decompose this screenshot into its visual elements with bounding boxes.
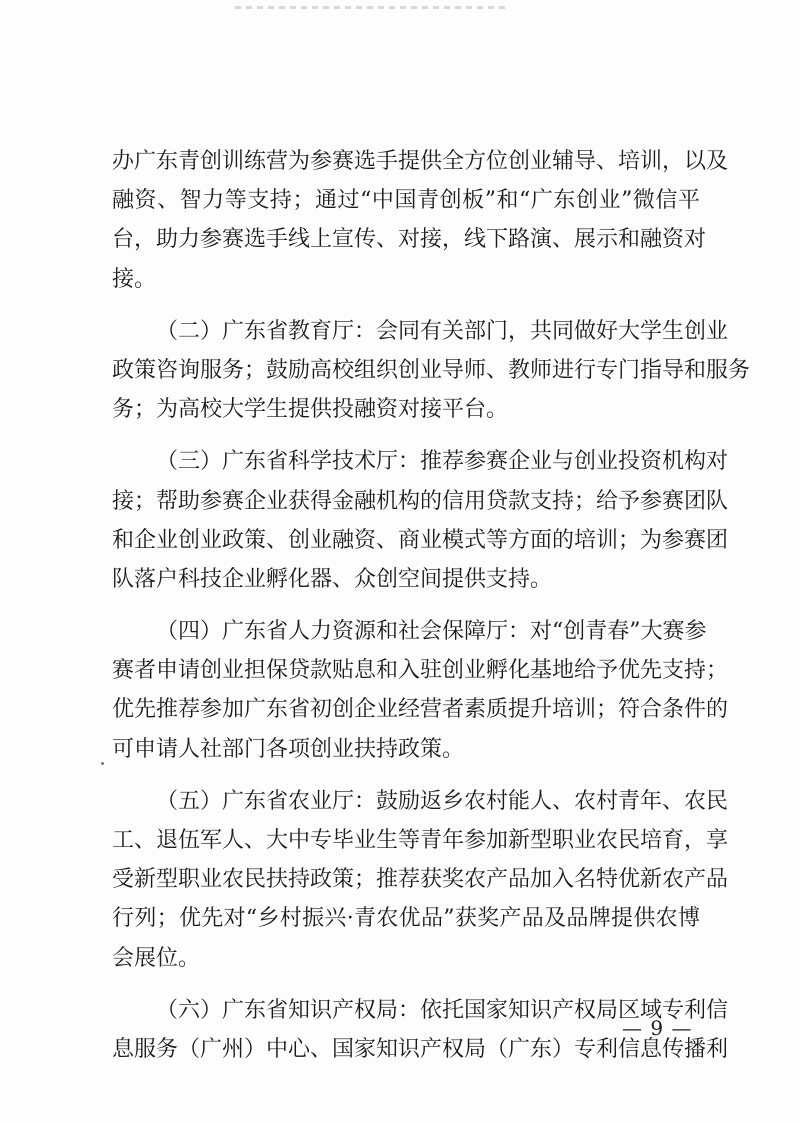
paragraph-agriculture — [112, 782, 729, 978]
document-body — [112, 142, 751, 1082]
text-line: 融资、智力等支持；通过“中国青创板”和“广东创业”微信平 — [112, 188, 700, 214]
text-line: 办广东青创训练营为参赛选手提供全方位创业辅导、培训，以及 — [112, 149, 729, 174]
paragraph-hr — [112, 612, 729, 769]
paragraph-continued — [112, 142, 729, 299]
text-line: 队落户科技企业孵化器、众创空间提供支持。 — [112, 566, 553, 592]
paragraph-science — [112, 442, 729, 599]
page-number: — 9 — — [622, 1016, 693, 1040]
text-line: 工、退伍军人、大中专毕业生等青年参加新型职业农民培育，享 — [112, 828, 729, 853]
text-line: 受新型职业农民扶持政策；推荐获奖农产品加入名特优新农产品 — [112, 867, 729, 893]
scan-artifact — [235, 6, 505, 9]
paragraph-ip — [112, 991, 729, 1069]
text-line: 会展位。 — [112, 945, 201, 971]
text-line: 息服务（广州）中心、国家知识产权局（广东）专利信息传播利 — [112, 1036, 729, 1062]
text-line: 行列；优先对“乡村振兴·青农优品”获奖产品及品牌提供农博 — [112, 906, 700, 932]
text-line: 台，助力参赛选手线上宣传、对接，线下路演、展示和融资对 — [112, 227, 707, 253]
text-line: （二）广东省教育厅：会同有关部门，共同做好大学生创业 — [156, 318, 729, 344]
text-line: （四）广东省人力资源和社会保障厅：对“创青春”大赛参 — [156, 619, 707, 645]
text-line: 政策咨询服务；鼓励高校组织创业导师、教师进行专门指导和服务 — [112, 357, 751, 383]
margin-mark — [101, 762, 104, 765]
text-line: 优先推荐参加广东省初创企业经营者素质提升培训；符合条件的 — [112, 697, 729, 723]
text-line: （六）广东省知识产权局：依托国家知识产权局区域专利信 — [156, 997, 729, 1023]
text-line: 接；帮助参赛企业获得金融机构的信用贷款支持；给予参赛团队 — [112, 488, 729, 514]
text-line: 和企业创业政策、创业融资、商业模式等方面的培训；为参赛团 — [112, 527, 729, 553]
text-line: 接。 — [112, 266, 157, 292]
text-line: 务；为高校大学生提供投融资对接平台。 — [112, 397, 509, 423]
text-line: （三）广东省科学技术厅：推荐参赛企业与创业投资机构对 — [156, 449, 729, 475]
text-line: 可申请人社部门各项创业扶持政策。 — [112, 736, 465, 762]
text-line: 赛者申请创业担保贷款贴息和入驻创业孵化基地给予优先支持； — [112, 658, 729, 684]
paragraph-education — [112, 312, 751, 430]
text-line: （五）广东省农业厅：鼓励返乡农村能人、农村青年、农民 — [156, 788, 729, 814]
